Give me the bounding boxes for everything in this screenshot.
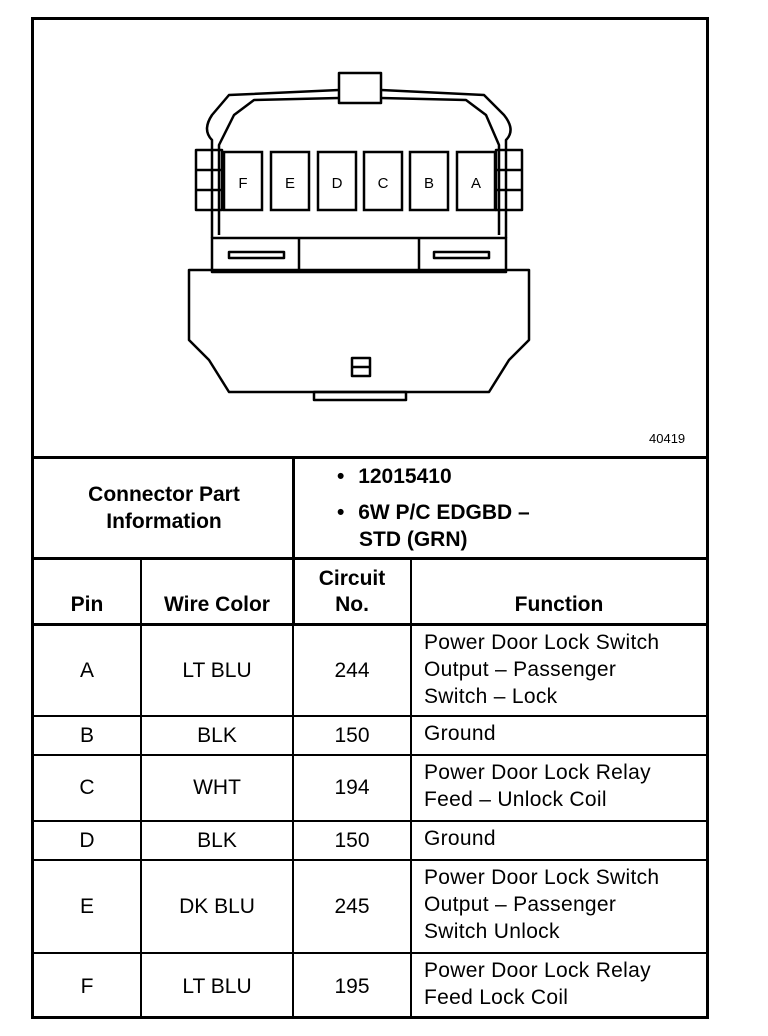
header-circuit-line2: No. — [335, 592, 369, 616]
circuit-cell: 150 — [334, 723, 370, 747]
pin-cell: F — [80, 974, 94, 998]
function-cell — [424, 759, 651, 823]
left-rail-clip — [229, 252, 284, 258]
wire-color-cell: LT BLU — [182, 974, 252, 998]
part-info-section — [34, 459, 706, 557]
function-line: Power Door Lock Relay — [424, 761, 651, 784]
connector-description-line2: STD (GRN) — [359, 528, 468, 551]
right-rail-clip — [434, 252, 489, 258]
function-cell — [424, 825, 496, 862]
function-line: Output – Passenger — [424, 658, 617, 681]
pin-cell: B — [79, 723, 94, 747]
part-info-label — [34, 459, 294, 557]
header-circuit — [294, 560, 410, 623]
function-line: Power Door Lock Switch — [424, 866, 660, 889]
header-function: Function — [514, 593, 604, 616]
pin-cavity-label: B — [423, 175, 435, 192]
connector-diagram — [34, 20, 706, 456]
function-line: Switch Unlock — [424, 920, 560, 943]
pin-cell: C — [79, 776, 95, 799]
wire-color-cell: BLK — [197, 723, 237, 747]
wire-color-cell: BLK — [197, 828, 237, 852]
function-cell — [424, 720, 496, 757]
part-info-item-2 — [337, 499, 530, 553]
part-info-label-line1: Connector Part — [88, 483, 240, 506]
circuit-cell: 195 — [334, 974, 370, 998]
function-cell — [424, 957, 651, 1022]
connector-shell-outline — [207, 90, 511, 238]
pin-cell: A — [79, 658, 94, 682]
function-line: Power Door Lock Relay — [424, 959, 651, 982]
part-info-label-line2: Information — [106, 510, 222, 533]
function-line: Switch – Lock — [424, 685, 558, 708]
figure-id: 40419 — [649, 431, 686, 446]
circuit-cell: 194 — [334, 776, 370, 799]
pin-cavity-label: F — [238, 175, 248, 192]
pin-cavities — [224, 152, 495, 210]
header-wire-color: Wire Color — [164, 593, 270, 616]
divider-col-circuit — [410, 557, 412, 1019]
header-circuit-line1: Circuit — [318, 566, 386, 590]
function-line: Power Door Lock Switch — [424, 631, 660, 654]
connector-latch — [339, 73, 381, 103]
connector-rail — [212, 238, 506, 272]
connector-description: 6W P/C EDGBD – — [358, 501, 530, 524]
connector-sheet — [31, 17, 709, 1019]
pin-cavity-label: D — [331, 175, 343, 192]
part-info-item-1 — [337, 463, 452, 490]
pin-cavity-label: A — [470, 175, 482, 192]
circuit-cell: 245 — [334, 894, 370, 918]
wire-color-cell: WHT — [193, 776, 241, 799]
wire-color-cell: LT BLU — [182, 658, 252, 682]
function-line: Output – Passenger — [424, 893, 617, 916]
pin-cavity-label: C — [377, 175, 389, 192]
pin-cell: D — [79, 828, 95, 852]
function-line: Ground — [424, 827, 496, 850]
circuit-cell: 244 — [334, 658, 370, 682]
wire-color-cell: DK BLU — [179, 894, 255, 918]
pin-cavity-label: E — [284, 175, 296, 192]
circuit-cell: 150 — [334, 828, 370, 852]
pin-cell: E — [79, 894, 94, 918]
part-number: 12015410 — [358, 465, 452, 488]
function-cell — [424, 629, 659, 718]
header-pin: Pin — [70, 593, 104, 616]
function-line: Feed Lock Coil — [424, 986, 569, 1009]
bullet-mark: • — [337, 501, 345, 524]
connector-base-tab — [314, 392, 406, 400]
function-line: Feed – Unlock Coil — [424, 788, 607, 811]
function-line: Ground — [424, 722, 496, 745]
bullet-mark: • — [337, 465, 345, 488]
connector-body — [189, 270, 529, 392]
function-cell — [424, 864, 659, 955]
